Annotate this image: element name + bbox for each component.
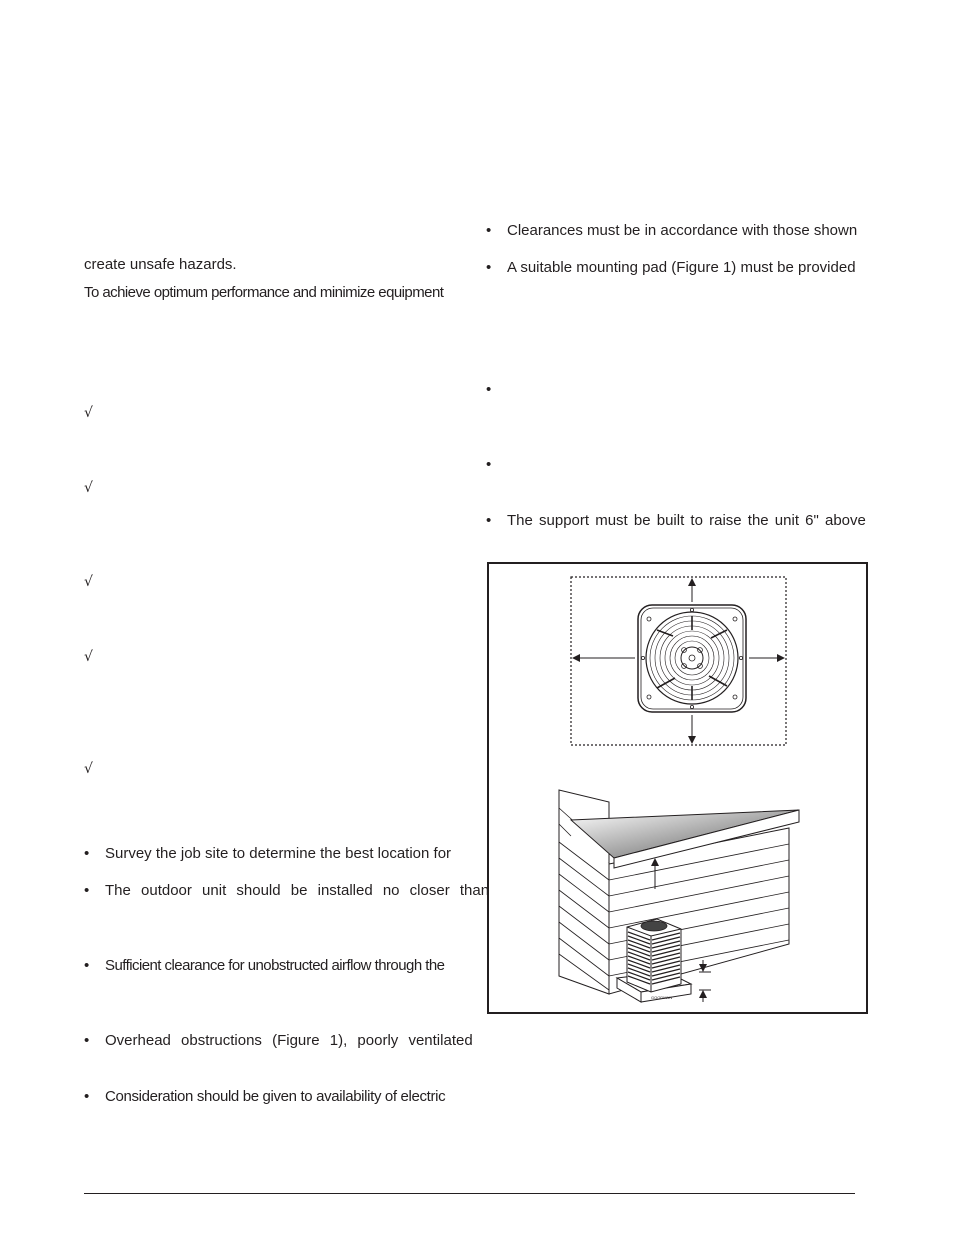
footer-rule — [84, 1193, 855, 1194]
checkmark-2: √ — [84, 480, 93, 496]
text-create-unsafe-hazards: create unsafe hazards. — [84, 256, 237, 273]
text-optimum-performance: To achieve optimum performance and minimize equipment — [84, 284, 444, 301]
bullet-symbol: • — [486, 222, 492, 239]
bullet-symbol: • — [486, 512, 492, 529]
unit-top-view — [638, 605, 746, 712]
unit-brand-label: GOODMAN — [651, 995, 673, 1000]
bullet-symbol: • — [486, 259, 492, 276]
figure-1-frame — [487, 562, 868, 1014]
bullet-symbol: • — [84, 882, 90, 899]
bullet-symbol: • — [486, 381, 492, 398]
bullet-symbol: • — [84, 1088, 90, 1105]
checkmark-3: √ — [84, 574, 93, 590]
checkmark-1: √ — [84, 405, 93, 421]
bullet-symbol: • — [84, 1032, 90, 1049]
bullet-clearances: Clearances must be in accordance with those shown — [507, 222, 858, 239]
bullet-mounting-pad: A suitable mounting pad (Figure 1) must be provided — [507, 259, 856, 276]
checkmark-5: √ — [84, 761, 93, 777]
bullet-support-raise-unit: The support must be built to raise the unit 6" above — [507, 512, 866, 529]
checkmark-4: √ — [84, 649, 93, 665]
bullet-symbol: • — [486, 456, 492, 473]
bullet-symbol: • — [84, 845, 90, 862]
figure-1-illustration — [489, 564, 866, 1012]
bullet-sufficient-clearance: Sufficient clearance for unobstructed airflow through the — [105, 957, 445, 974]
bullet-overhead-obstructions: Overhead obstructions (Figure 1), poorly ventilated — [105, 1032, 473, 1049]
bullet-symbol: • — [84, 957, 90, 974]
bullet-outdoor-unit: The outdoor unit should be installed no closer than — [105, 882, 490, 899]
bullet-consideration-electric: Consideration should be given to availability of electric — [105, 1088, 446, 1105]
bullet-survey-job-site: Survey the job site to determine the best location for — [105, 845, 452, 862]
